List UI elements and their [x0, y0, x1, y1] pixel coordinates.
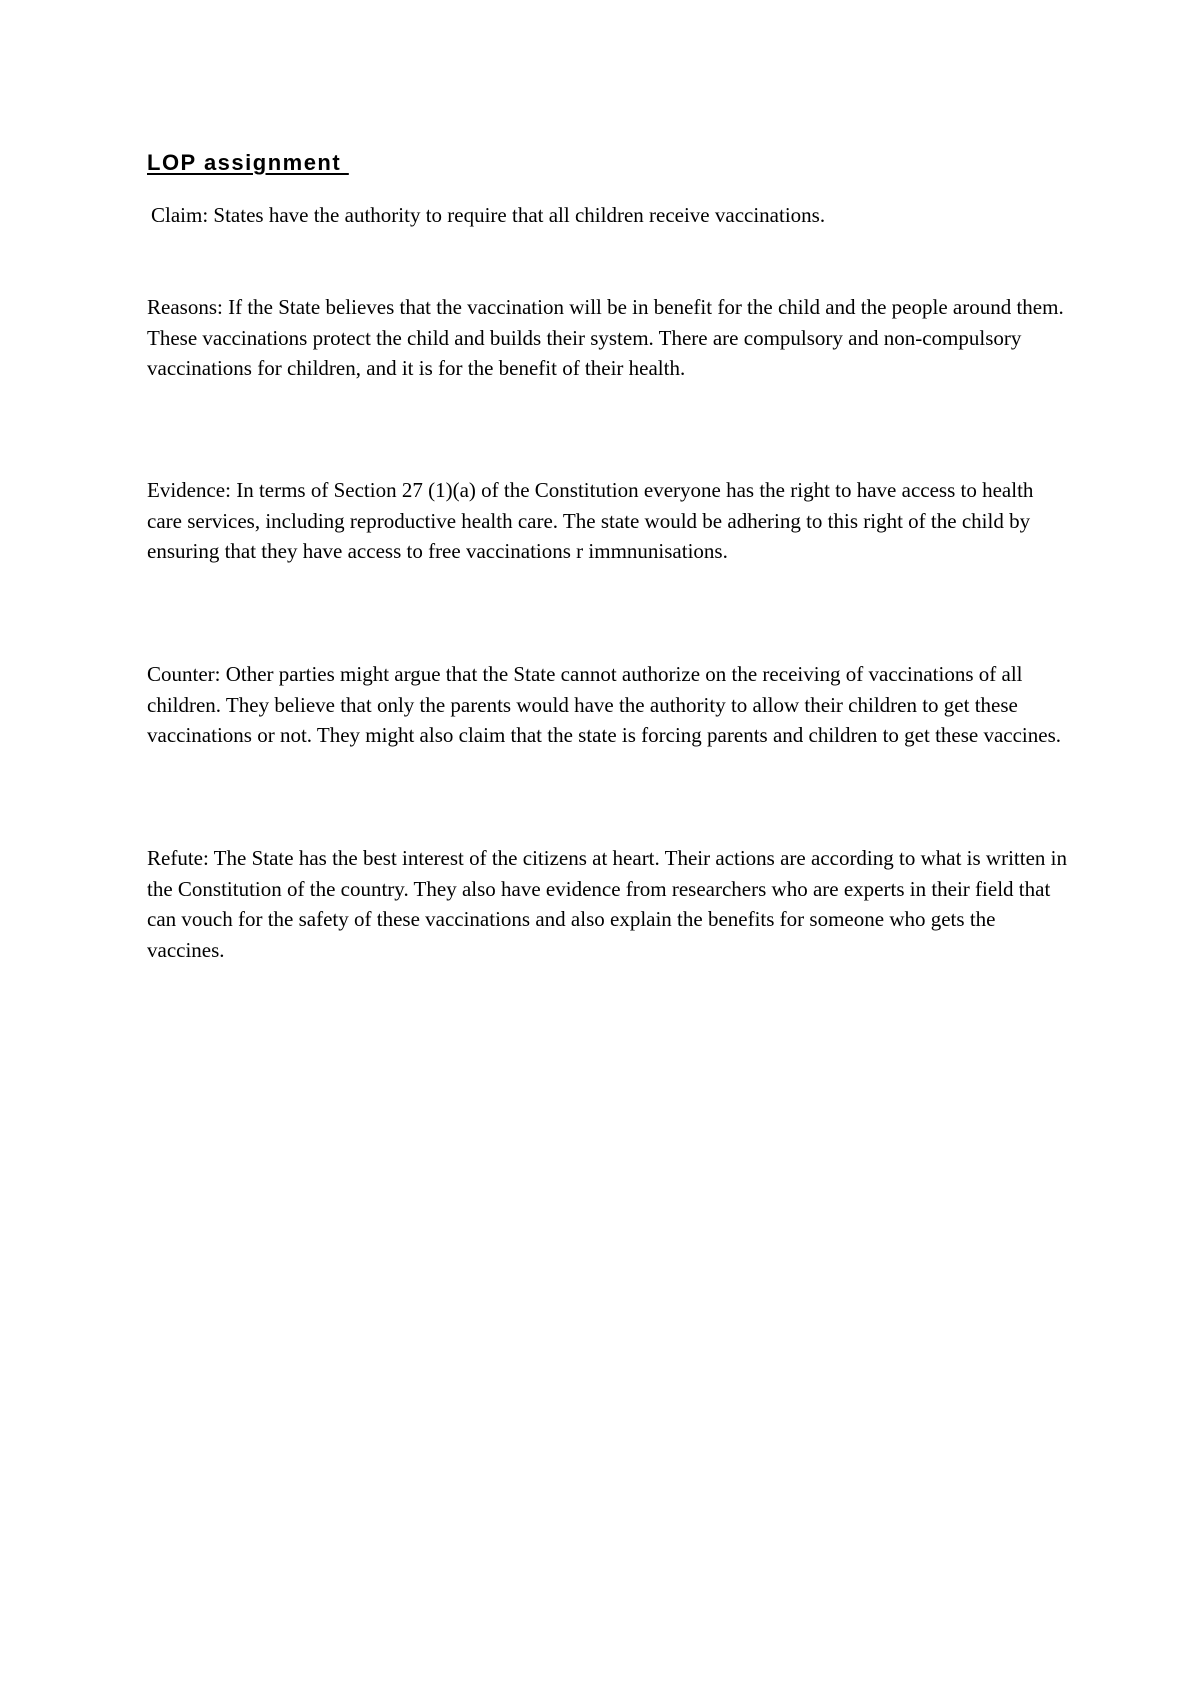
counter-paragraph: Counter: Other parties might argue that the State cannot authorize on the receiving of vaccinations of all children. They believe that only the parents would have the authority to allow their children to get these vaccinations or not. They might also claim that the state is forcing parents and children to get these vaccines.	[147, 662, 1062, 747]
document-title: LOP assignment	[147, 150, 349, 175]
claim-paragraph: Claim: States have the authority to require that all children receive vaccinations.	[151, 203, 826, 227]
reasons-paragraph: Reasons: If the State believes that the vaccination will be in benefit for the child and the people around them. These vaccinations protect the child and builds their system. There are compulsory and non-compulsory vaccinations for children, and it is for the benefit of their health.	[147, 295, 1064, 380]
refute-paragraph: Refute: The State has the best interest of the citizens at heart. Their actions are according to what is written in the Constitution of the country. They also have evidence from researchers who are experts in their field that can vouch for the safety of these vaccinations and also explain the benefits for someone who gets the vaccines.	[147, 846, 1068, 962]
evidence-paragraph: Evidence: In terms of Section 27 (1)(a) of the Constitution everyone has the right to have access to health care services, including reproductive health care. The state would be adhering to this right of the child by ensuring that they have access to free vaccinations r immnunisations.	[147, 478, 1034, 563]
